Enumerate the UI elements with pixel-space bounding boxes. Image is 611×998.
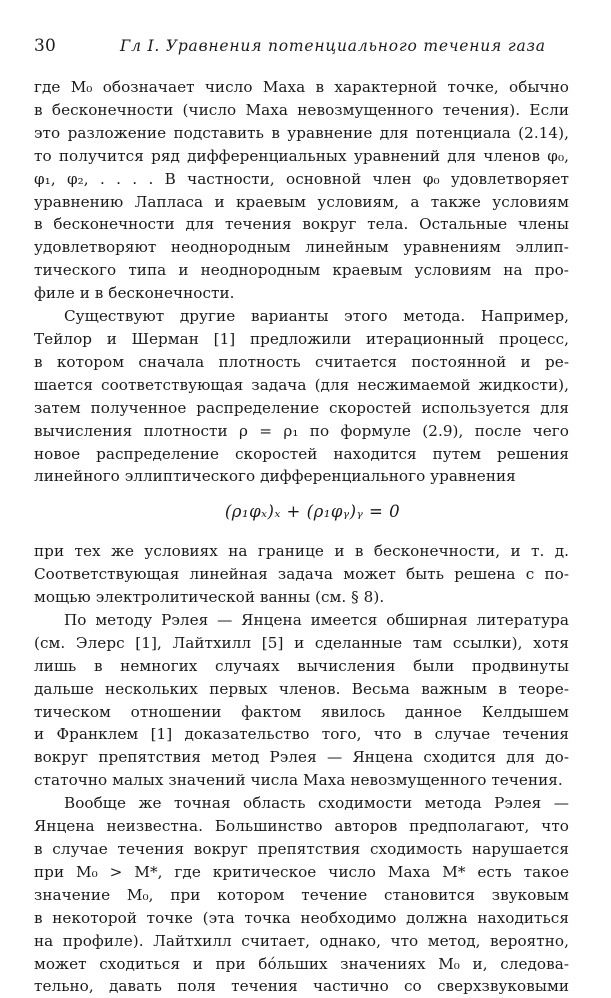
text-line: в некоторой точке (эта точка необходимо должна находиться [34, 908, 569, 927]
text-line: Вообще же точная область сходимости метода Рэлея — [64, 794, 569, 813]
display-formula: (ρ₁φₓ)ₓ + (ρ₁φᵧ)ᵧ = 0 [224, 502, 401, 522]
text-line: и Франклем [1] доказательство того, что в случае течения [34, 725, 569, 744]
text-line: вокруг препятствия метод Рэлея — Янцена сходится для до- [34, 748, 569, 767]
body-text [34, 76, 569, 998]
page-number: 30 [34, 36, 57, 56]
text-line: шается соответствующая задача (для несжимаемой жидкости), [34, 375, 569, 394]
text-line: уравнению Лапласа и краевым условиям, а также условиям [34, 192, 569, 211]
text-line: φ₁, φ₂, . . . . В частности, основной член φ₀ удовлетворяет [34, 169, 569, 188]
text-line: тическом отношении фактом явилось данное Келдышем [34, 702, 569, 721]
text-line: Соответствующая линейная задача может быть решена с по- [34, 565, 569, 584]
text-line: значение M₀, при котором течение становится звуковым [34, 885, 569, 904]
text-line: то получится ряд дифференциальных уравнений для членов φ₀, [34, 146, 569, 165]
text-line: удовлетворяют неоднородным линейным уравнениям эллип- [34, 238, 569, 257]
text-line: Существуют другие варианты этого метода. Например, [64, 307, 569, 326]
text-line: филе и в бесконечности. [34, 284, 235, 303]
text-line: может сходиться и при бо́льших значениях M₀ и, следова- [34, 954, 569, 973]
text-line: в случае течения вокруг препятствия сходимость нарушается [34, 840, 569, 858]
paragraph [34, 76, 569, 305]
text-line: это разложение подставить в уравнение для потенциала (2.14), [34, 123, 569, 142]
text-line: Янцена неизвестна. Большинство авторов предполагают, что [34, 817, 569, 836]
text-line: при тех же условиях на границе и в бесконечности, и т. д. [34, 542, 569, 561]
text-line: линейного эллиптического дифференциального уравнения [34, 467, 516, 486]
text-line: где M₀ обозначает число Маха в характерной точке, обычно [34, 78, 569, 96]
text-line: тельно, давать поля течения частично со сверхзвуковыми [34, 977, 569, 996]
text-line: в котором сначала плотность считается постоянной и ре- [34, 352, 569, 371]
text-line: затем полученное распределение скоростей используется для [34, 398, 569, 417]
text-line: в бесконечности (число Маха невозмущенного течения). Если [34, 100, 569, 119]
paragraph [34, 540, 569, 609]
text-line: (см. Элерс [1], Лайтхилл [5] и сделанные там ссылки), хотя [34, 633, 569, 652]
paragraph [34, 305, 569, 488]
text-line: новое распределение скоростей находится путем решения [34, 444, 569, 463]
text-line: статочно малых значений числа Маха невозмущенного течения. [34, 771, 563, 790]
text-line: дальше нескольких первых членов. Весьма важным в теоре- [34, 679, 569, 698]
chapter-title: Гл I. Уравнения потенциального течения газа [120, 37, 546, 55]
text-line: на профиле). Лайтхилл считает, однако, что метод, вероятно, [34, 931, 569, 950]
text-line: Тейлор и Шерман [1] предложили итерационный процесс, [34, 329, 569, 348]
running-head [34, 36, 569, 58]
text-line: мощью электролитической ванны (см. § 8). [34, 588, 385, 607]
paragraph [34, 609, 569, 792]
text-line: лишь в немногих случаях вычисления были продвинуты [34, 656, 569, 675]
book-page [34, 36, 569, 998]
text-line: при M₀ > M*, где критическое число Маха M* есть такое [34, 862, 569, 881]
text-line: тического типа и неоднородным краевым условиям на про- [34, 261, 569, 280]
text-line: вычисления плотности ρ = ρ₁ по формуле (2.9), после чего [34, 421, 569, 440]
text-line: По методу Рэлея — Янцена имеется обширная литература [64, 610, 569, 629]
paragraph [34, 792, 569, 998]
text-line: в бесконечности для течения вокруг тела. Остальные члены [34, 215, 569, 234]
